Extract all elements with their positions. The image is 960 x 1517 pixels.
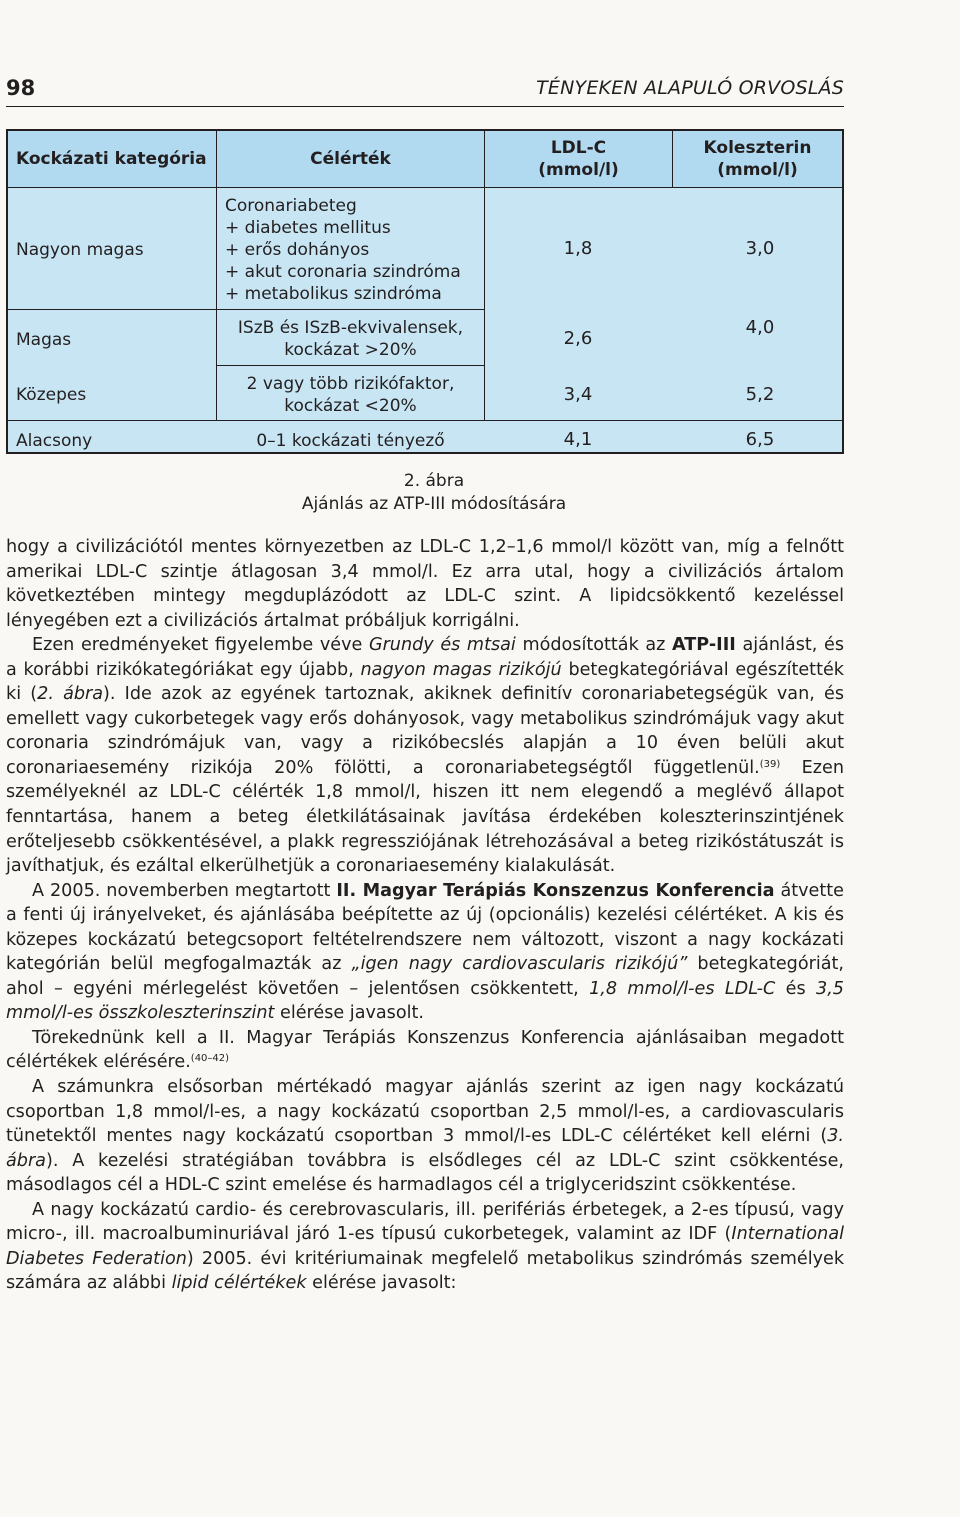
category-low: Alacsony [16, 431, 93, 451]
chol-medium: 5,2 [745, 384, 775, 405]
header-category: Kockázati kategória [8, 131, 216, 187]
target-low [217, 430, 484, 452]
page-number: 98 [6, 76, 36, 100]
col-divider [672, 131, 673, 187]
ldl-low: 4,1 [563, 429, 593, 450]
target-very-high [225, 195, 461, 305]
header-cholesterol: Koleszterin (mmol/l) [673, 131, 842, 187]
header-target: Célérték [217, 131, 484, 187]
row-divider [8, 187, 842, 188]
paragraph: A nagy kockázatú cardio- és cerebrovascularis, ill. perifériás érbetegek, a 2-es típusú, vagy micro-, ill. macroalbuminuriával járó 1-es típusú cukorbetegek, valamint az IDF (International Diabetes Federation) 2005. évi kritériumainak megfelelő metabolikus szindrómás személyek számára az alábbi lipid célértékek elérése javasolt: [6, 1199, 845, 1294]
page-header [6, 72, 844, 107]
header-ldl: LDL-C (mmol/l) [485, 131, 672, 187]
row-divider [8, 309, 484, 310]
target-line: + erős dohányos [225, 240, 370, 260]
target-line: Coronariabeteg [225, 196, 357, 216]
reference-marker: (39) [759, 758, 781, 770]
paragraph: Törekednünk kell a II. Magyar Terápiás Konszenzus Konferencia ajánlásaiban megadott célértékek elérésére.$^{(40-42)}$ [6, 1027, 844, 1073]
target-line: + akut coronaria szindróma [225, 262, 461, 282]
target-line: ISzB és ISzB-ekvivalensek, [237, 318, 464, 338]
chol-very-high: 3,0 [745, 238, 775, 259]
paragraph: Ezen eredményeket figyelembe véve Grundy és mtsai módosították az ATP-III ajánlást, és a korábbi rizikókategóriákat egy újabb, nagyon magas rizikójú betegkategóriával egészítették ki (2. ábra). Ide azok az egyének tartoznak, akiknek definitív coronariabetegségük van, és emellett vagy cukorbetegek vagy erős dohányosok, vagy metabolikus szindrómájuk vagy akut coronaria szindrómájuk van, vagy a rizikóbecslés alapján a 10 éven belüli akut coronariaesemény rizikója 20% fölötti, a coronariabetegségtől függetlenül.$^{(39)}$ Ezen személyeknél az LDL-C célérték 1,8 mmol/l, hiszen itt nem elegendő a meglévő állapot fenntartása, hanem a beteg életkilátásainak javítása érdekében koleszterinszintjének erőteljesebb csökkentésével, a plakk regressziójának létrehozásával a beteg rizikóstátuszát is javíthatjuk, és ezáltal elkerülhetjük a coronariaesemény kialakulását. [6, 635, 844, 877]
figure-caption: Ajánlás az ATP-III módosítására [301, 494, 567, 514]
paragraph: A számunkra elsősorban mértékadó magyar ajánlás szerint az igen nagy kockázatú csoportban 1,8 mmol/l-es, a nagy kockázatú csoportban 2,5 mmol/l-es, a cardiovascularis tünetektől mentes nagy kockázatú csoportban 3 mmol/l-es LDL-C célértéket kell elérni (3. ábra). A kezelési stratégiában továbbra is elsődleges cél az LDL-C szint csökkentése, másodlagos cél a HDL-C szint emelése és harmadlagos cél a triglyceridszint csökkentése. [6, 1077, 844, 1196]
target-line: kockázat >20% [284, 340, 417, 360]
ldl-very-high: 1,8 [563, 238, 593, 259]
target-line: 0–1 kockázati tényező [256, 431, 445, 451]
category-high: Magas [16, 330, 72, 350]
body-text [6, 535, 844, 1296]
category-medium: Közepes [16, 385, 87, 405]
row-divider [8, 420, 842, 421]
chol-high: 4,0 [745, 317, 775, 338]
reference-marker: (40–42) [190, 1053, 230, 1065]
target-line: kockázat <20% [284, 396, 417, 416]
row-divider [217, 365, 484, 366]
recommendation-table [6, 129, 844, 454]
target-line: + diabetes mellitus [225, 218, 391, 238]
figure-number: 2. ábra [403, 471, 465, 491]
col-divider [484, 131, 485, 421]
target-line: + metabolikus szindróma [225, 284, 442, 304]
chol-low: 6,5 [745, 429, 775, 450]
ldl-medium: 3,4 [563, 384, 593, 405]
ldl-high: 2,6 [563, 328, 593, 349]
running-title: TÉNYEKEN ALAPULÓ ORVOSLÁS [536, 77, 844, 99]
paragraph: A 2005. novemberben megtartott II. Magyar Terápiás Konszenzus Konferencia átvette a fenti új irányelveket, és ajánlásába beépítette az új (opcionális) kezelési célértéket. A kis és közepes kockázatú betegcsoport feltételrendszere nem változott, viszont a nagy kockázati kategórián belül megfogalmazták az „igen nagy cardiovascularis rizikójú” betegkategóriát, ahol – egyéni mérlegelést követően – jelentősen csökkentett, 1,8 mmol/l-es LDL-C és 3,5 mmol/l-es összkoleszterinszint elérése javasolt. [6, 880, 844, 1024]
target-medium [217, 373, 484, 417]
target-high [217, 317, 484, 361]
category-very-high: Nagyon magas [16, 240, 144, 260]
paragraph: hogy a civilizációtól mentes környezetben az LDL-C 1,2–1,6 mmol/l között van, míg a felnőtt amerikai LDL-C szintje átlagosan 3,4 mmol/l. Ez arra utal, hogy a civilizációs ártalom következtében mintegy megduplázódott az LDL-C szint. A lipidcsökkentő kezeléssel lényegében ezt a civilizációs ártalmat próbáljuk korrigálni. [6, 537, 844, 631]
target-line: 2 vagy több rizikófaktor, [246, 374, 455, 394]
